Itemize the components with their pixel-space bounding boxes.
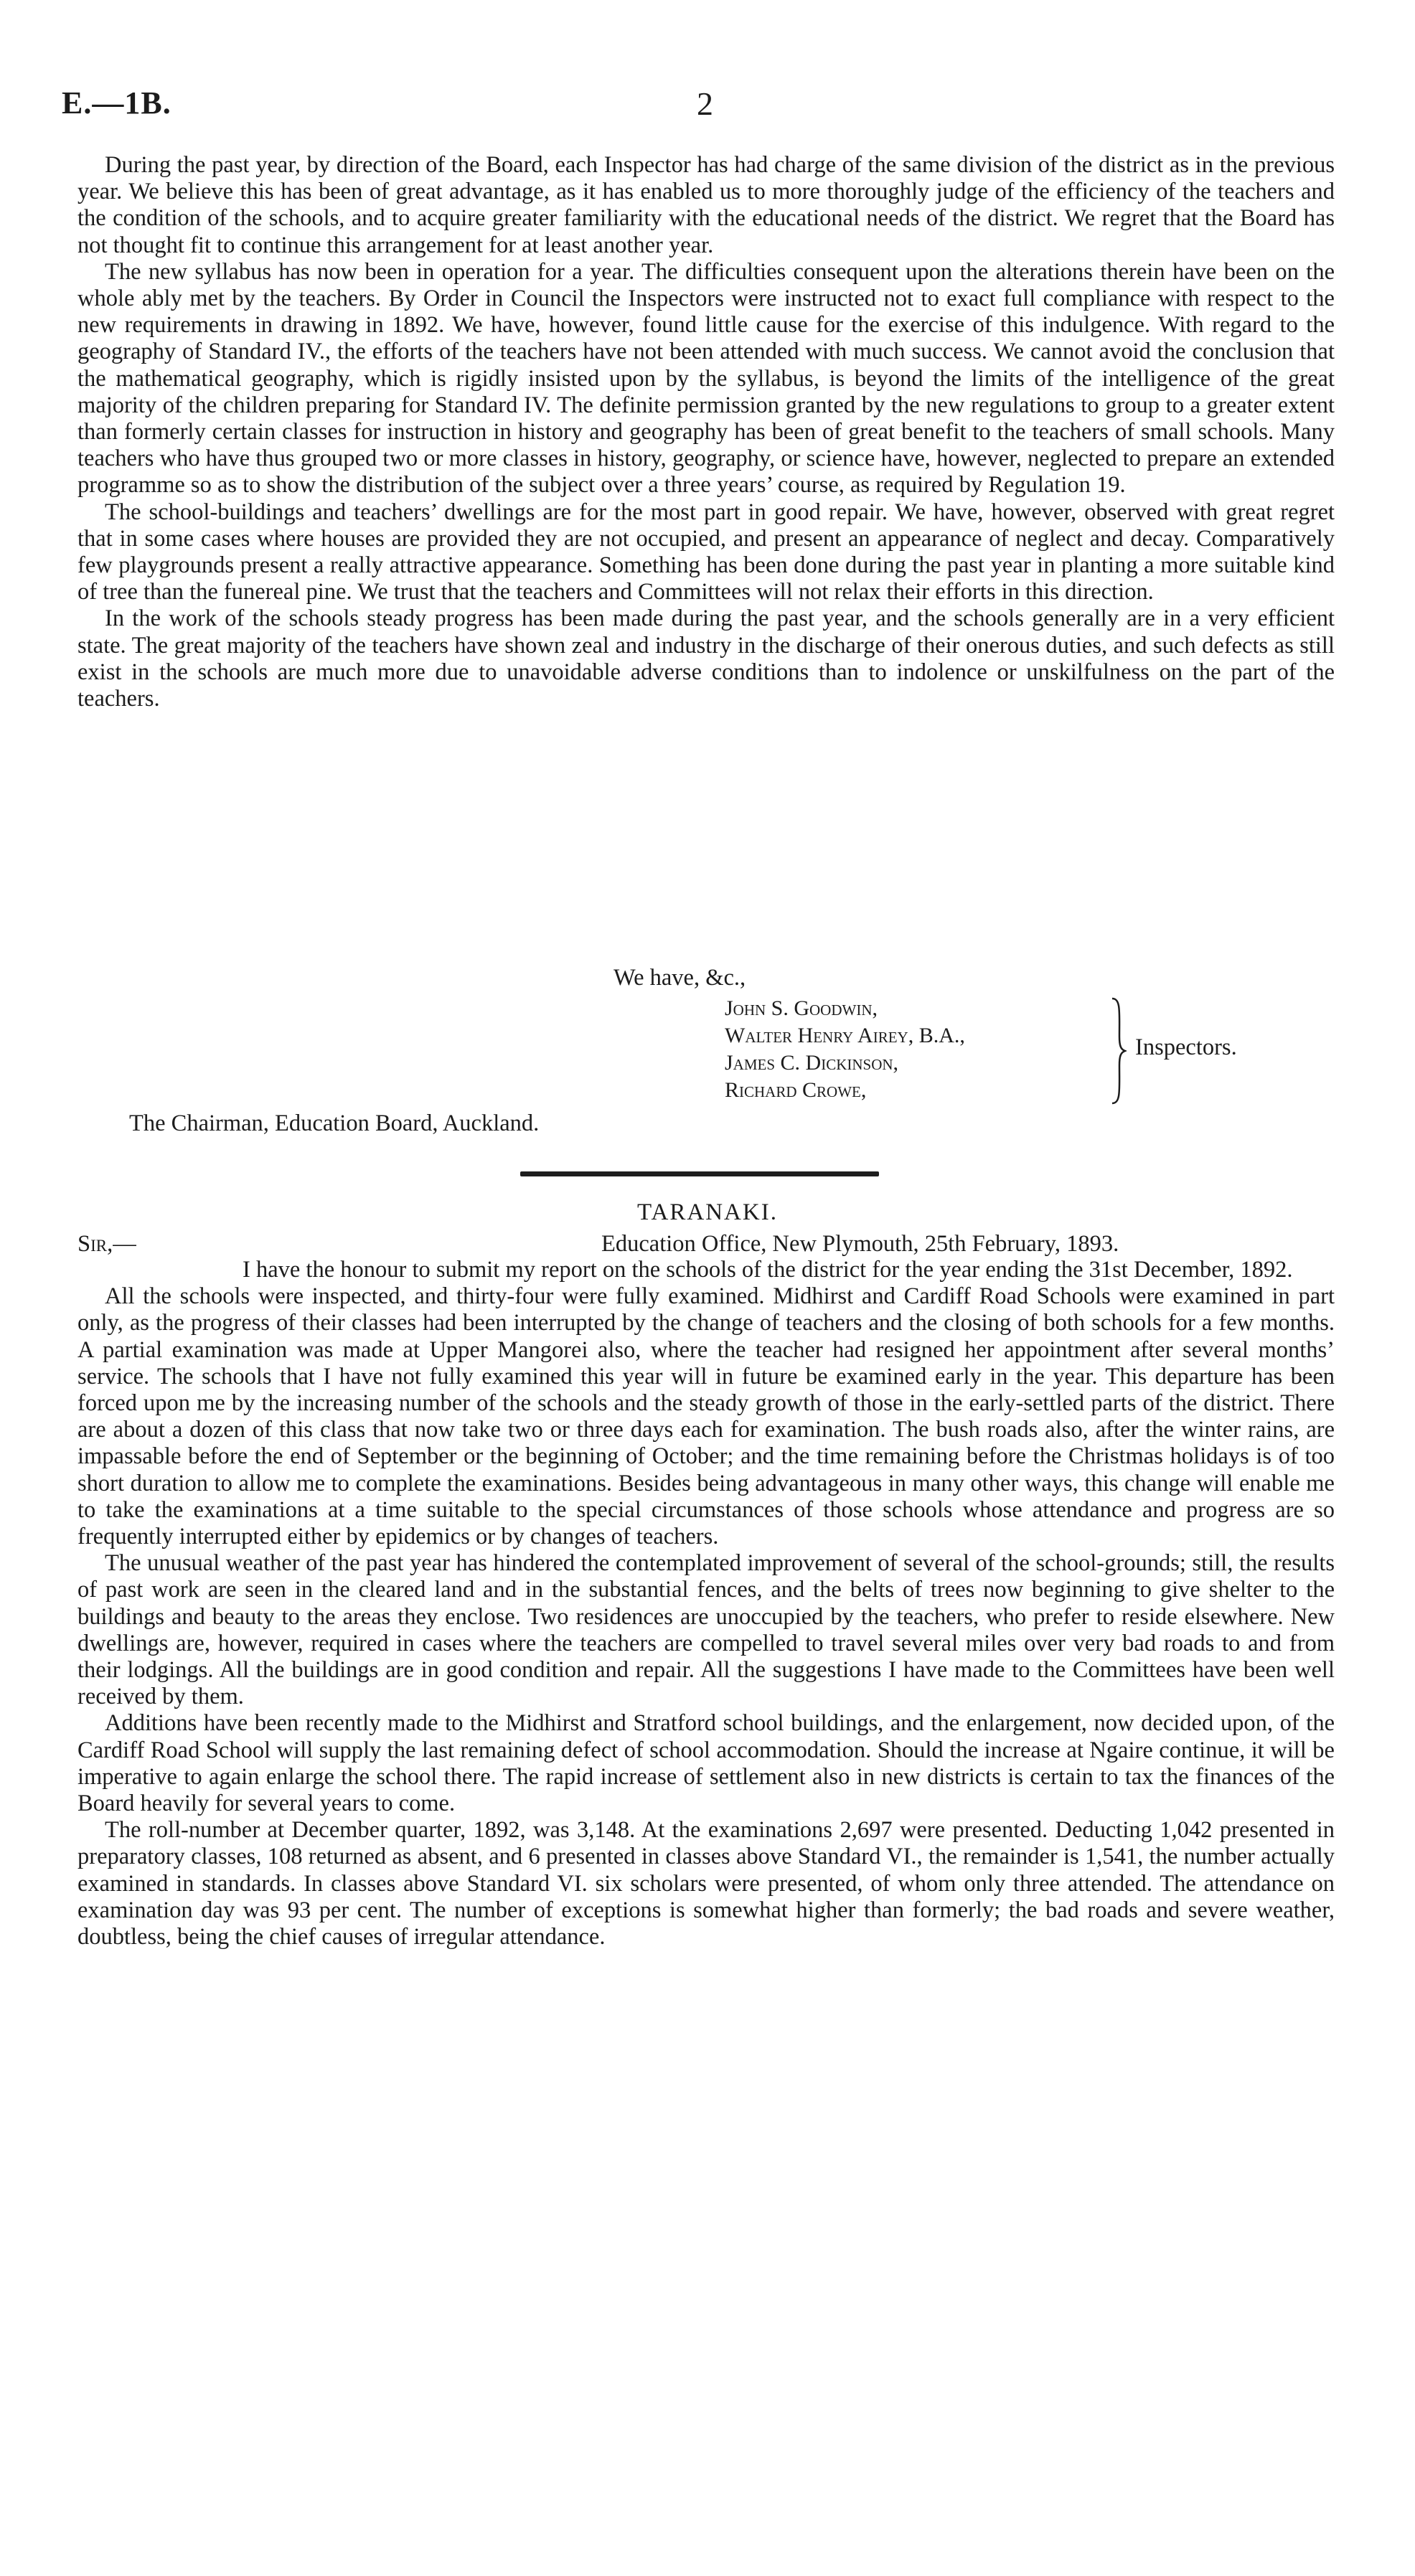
signatures <box>725 995 965 1104</box>
paragraph: During the past year, by direction of the Board, each Inspector has had charge of the same division of the district as in the previous year. We believe this has been of great advantage, as it has enabled us to more thoroughly judge of the efficiency of the teachers and the condition of the schools, and to acquire greater familiarity with the educational needs of the district. We regret that the Board has not thought fit to continue this arrangement for at least another year. <box>77 152 1335 258</box>
paragraph: The school-buildings and teachers’ dwellings are for the most part in good repair. We have, however, observed with great regret that in some cases where houses are provided they are not occupied, and present an appearance of neglect and decay. Comparatively few playgrounds present a really attractive appearance. Something has been done during the past year in planting a more suitable kind of tree than the funereal pine. We trust that the teachers and Committees will not relax their efforts in this direction. <box>77 499 1335 605</box>
paragraph: In the work of the schools steady progress has been made during the past year, and the schools generally are in a very efficient state. The great majority of the teachers have shown zeal and industry in the discharge of their onerous duties, and such defects as still exist in the schools are much more due to unavoidable adverse conditions than to indolence or unskilfulness on the part of the teachers. <box>77 605 1335 712</box>
signatory: James C. Dickinson, <box>725 1051 899 1075</box>
right-brace <box>1111 997 1127 1105</box>
signatory-role: Inspectors. <box>1135 1034 1237 1060</box>
signatory: Richard Crowe, <box>725 1078 867 1102</box>
paragraph: The unusual weather of the past year has hindered the contemplated improvement of several of the school-grounds; still, the results of past work are seen in the cleared land and in the substantial fences, and the belts of trees now beginning to give shelter to the buildings and beauty to the areas they enclose. Two residences are unoccupied by the teachers, who prefer to reside elsewhere. New dwellings are, however, required in cases where the teachers are compelled to travel several miles over very bad roads to and from their lodgings. All the buildings are in good condition and repair. All the suggestions I have made to the Committees have been well received by them. <box>77 1550 1335 1710</box>
page-number: 2 <box>697 85 713 122</box>
paragraph: Additions have been recently made to the Midhirst and Stratford school buildings, and the enlargement, now decided upon, of the Cardiff Road School will supply the last remaining defect of school accommodation. Should the increase at Ngaire continue, it will be imperative to again enlarge the school there. The rapid increase of settlement also in new districts is certain to tax the finances of the Board heavily for several years to come. <box>77 1710 1335 1817</box>
paragraph: The new syllabus has now been in operation for a year. The difficulties consequent upon the alterations therein have been on the whole ably met by the teachers. By Order in Council the Inspectors were instructed not to exact full compliance with respect to the new requirements in drawing in 1892. We have, however, found little cause for the exercise of this indulgence. With regard to the geography of Standard IV., the efforts of the teachers have not been attended with much success. We cannot avoid the conclusion that the mathematical geography, which is rigidly insisted upon by the syllabus, is beyond the limits of the intelligence of the great majority of the children preparing for Standard IV. The definite permission granted by the new regulations to group to a greater extent than formerly certain classes for instruction in history and geography has been of great benefit to the teachers of small schools. Many teachers who have thus grouped two or more classes in history, geography, or science have, however, neglected to prepare an extended programme so as to show the distribution of the subject over a three years’ course, as required by Regulation 19. <box>77 258 1335 499</box>
closing-phrase: We have, &c., <box>614 965 746 991</box>
signatory: John S. Goodwin, <box>725 996 878 1020</box>
paragraph: I have the honour to submit my report on the schools of the district for the year ending the 31st December, 1892. <box>243 1257 1293 1283</box>
auckland-report-body <box>77 152 1335 712</box>
paragraph: All the schools were inspected, and thirty-four were fully examined. Midhirst and Cardiff Road Schools were examined in part only, as the progress of their classes had been interrupted by the change of teachers and the closing of both schools for a few months. A partial examination was made at Upper Mangorei also, where the teacher had resigned her appointment after several months’ service. The schools that I have not fully examined this year will in future be examined early in the year. This departure has been forced upon me by the increasing number of the schools and the steady growth of those in the early-settled parts of the district. There are about a dozen of this class that now take two or three days each for examination. The bush roads also, after the winter rains, are impassable before the end of September or the beginning of October; and the time remaining before the Christmas holidays is of too short duration to allow me to complete the examinations. Besides being advantageous in many other ways, this change will enable me to take the examinations at a time suitable to the special circumstances of those schools whose attendance and progress are so frequently interrupted either by epidemics or by changes of teachers. <box>77 1283 1335 1550</box>
signatory: Walter Henry Airey, B.A., <box>725 1024 965 1047</box>
page-header <box>62 85 1353 128</box>
section-divider <box>520 1171 879 1176</box>
taranaki-report-body <box>77 1257 1335 1950</box>
document-code: E.—1B. <box>62 85 171 121</box>
section-title: TARANAKI. <box>637 1199 778 1225</box>
dateline: Education Office, New Plymouth, 25th February, 1893. <box>601 1231 1119 1257</box>
addressee: The Chairman, Education Board, Auckland. <box>129 1110 540 1136</box>
paragraph: The roll-number at December quarter, 1892, was 3,148. At the examinations 2,697 were presented. Deducting 1,042 presented in preparatory classes, 108 returned as absent, and 6 presented in classes above Standard VI., the remainder is 1,541, the number actually examined in standards. In classes above Standard VI. six scholars were presented, of whom only three attended. The attendance on examination day was 93 per cent. The number of exceptions is somewhat higher than formerly; the bad roads and severe weather, doubtless, being the chief causes of irregular attendance. <box>77 1817 1335 1950</box>
salutation: Sir,— <box>77 1231 136 1257</box>
